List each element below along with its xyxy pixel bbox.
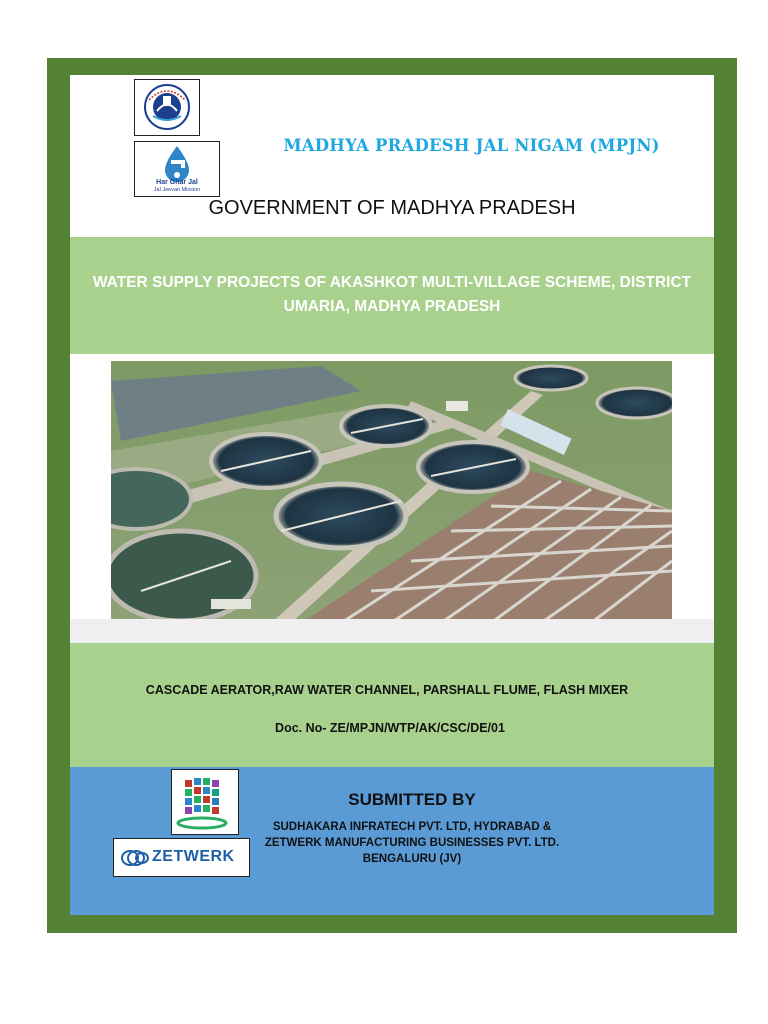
- jal-jeevan-mission-text: Jal Jeevan Mission: [153, 187, 201, 193]
- project-title-line-2: UMARIA, MADHYA PRADESH: [283, 298, 501, 315]
- project-title-line-1: WATER SUPPLY PROJECTS OF AKASHKOT MULTI-VILLAGE SCHEME, DISTRICT: [92, 274, 692, 291]
- divider-strip: [70, 619, 714, 643]
- submitter-line-3: BENGALURU (JV): [362, 853, 462, 865]
- submitters-block: [70, 819, 714, 867]
- agency-name: MADHYA PRADESH JAL NIGAM (MPJN): [283, 136, 660, 155]
- submitter-line-2: ZETWERK MANUFACTURING BUSINESSES PVT. LTD.: [264, 837, 560, 849]
- zetwerk-logo-text: ZETWERK: [152, 848, 235, 865]
- document-info-band: [70, 643, 714, 767]
- document-number: Doc. No- ZE/MPJN/WTP/AK/CSC/DE/01: [275, 721, 505, 735]
- water-treatment-plant-photo: [111, 361, 672, 623]
- project-title: [70, 237, 714, 319]
- mpjn-emblem-icon: [135, 80, 199, 135]
- mpjn-logo: [134, 79, 200, 136]
- document-subject: CASCADE AERATOR,RAW WATER CHANNEL, PARSHALL FLUME, FLASH MIXER: [145, 683, 629, 697]
- treatment-plant-aerial-image: [111, 361, 672, 623]
- submitted-by-heading: SUBMITTED BY: [348, 790, 476, 809]
- project-title-band: [70, 237, 714, 354]
- submitter-line-1: SUDHAKARA INFRATECH PVT. LTD, HYDRABAD &: [272, 821, 552, 833]
- har-ghar-jal-logo-text: Har Ghar Jal: [156, 179, 198, 186]
- government-title: GOVERNMENT OF MADHYA PRADESH: [208, 197, 576, 219]
